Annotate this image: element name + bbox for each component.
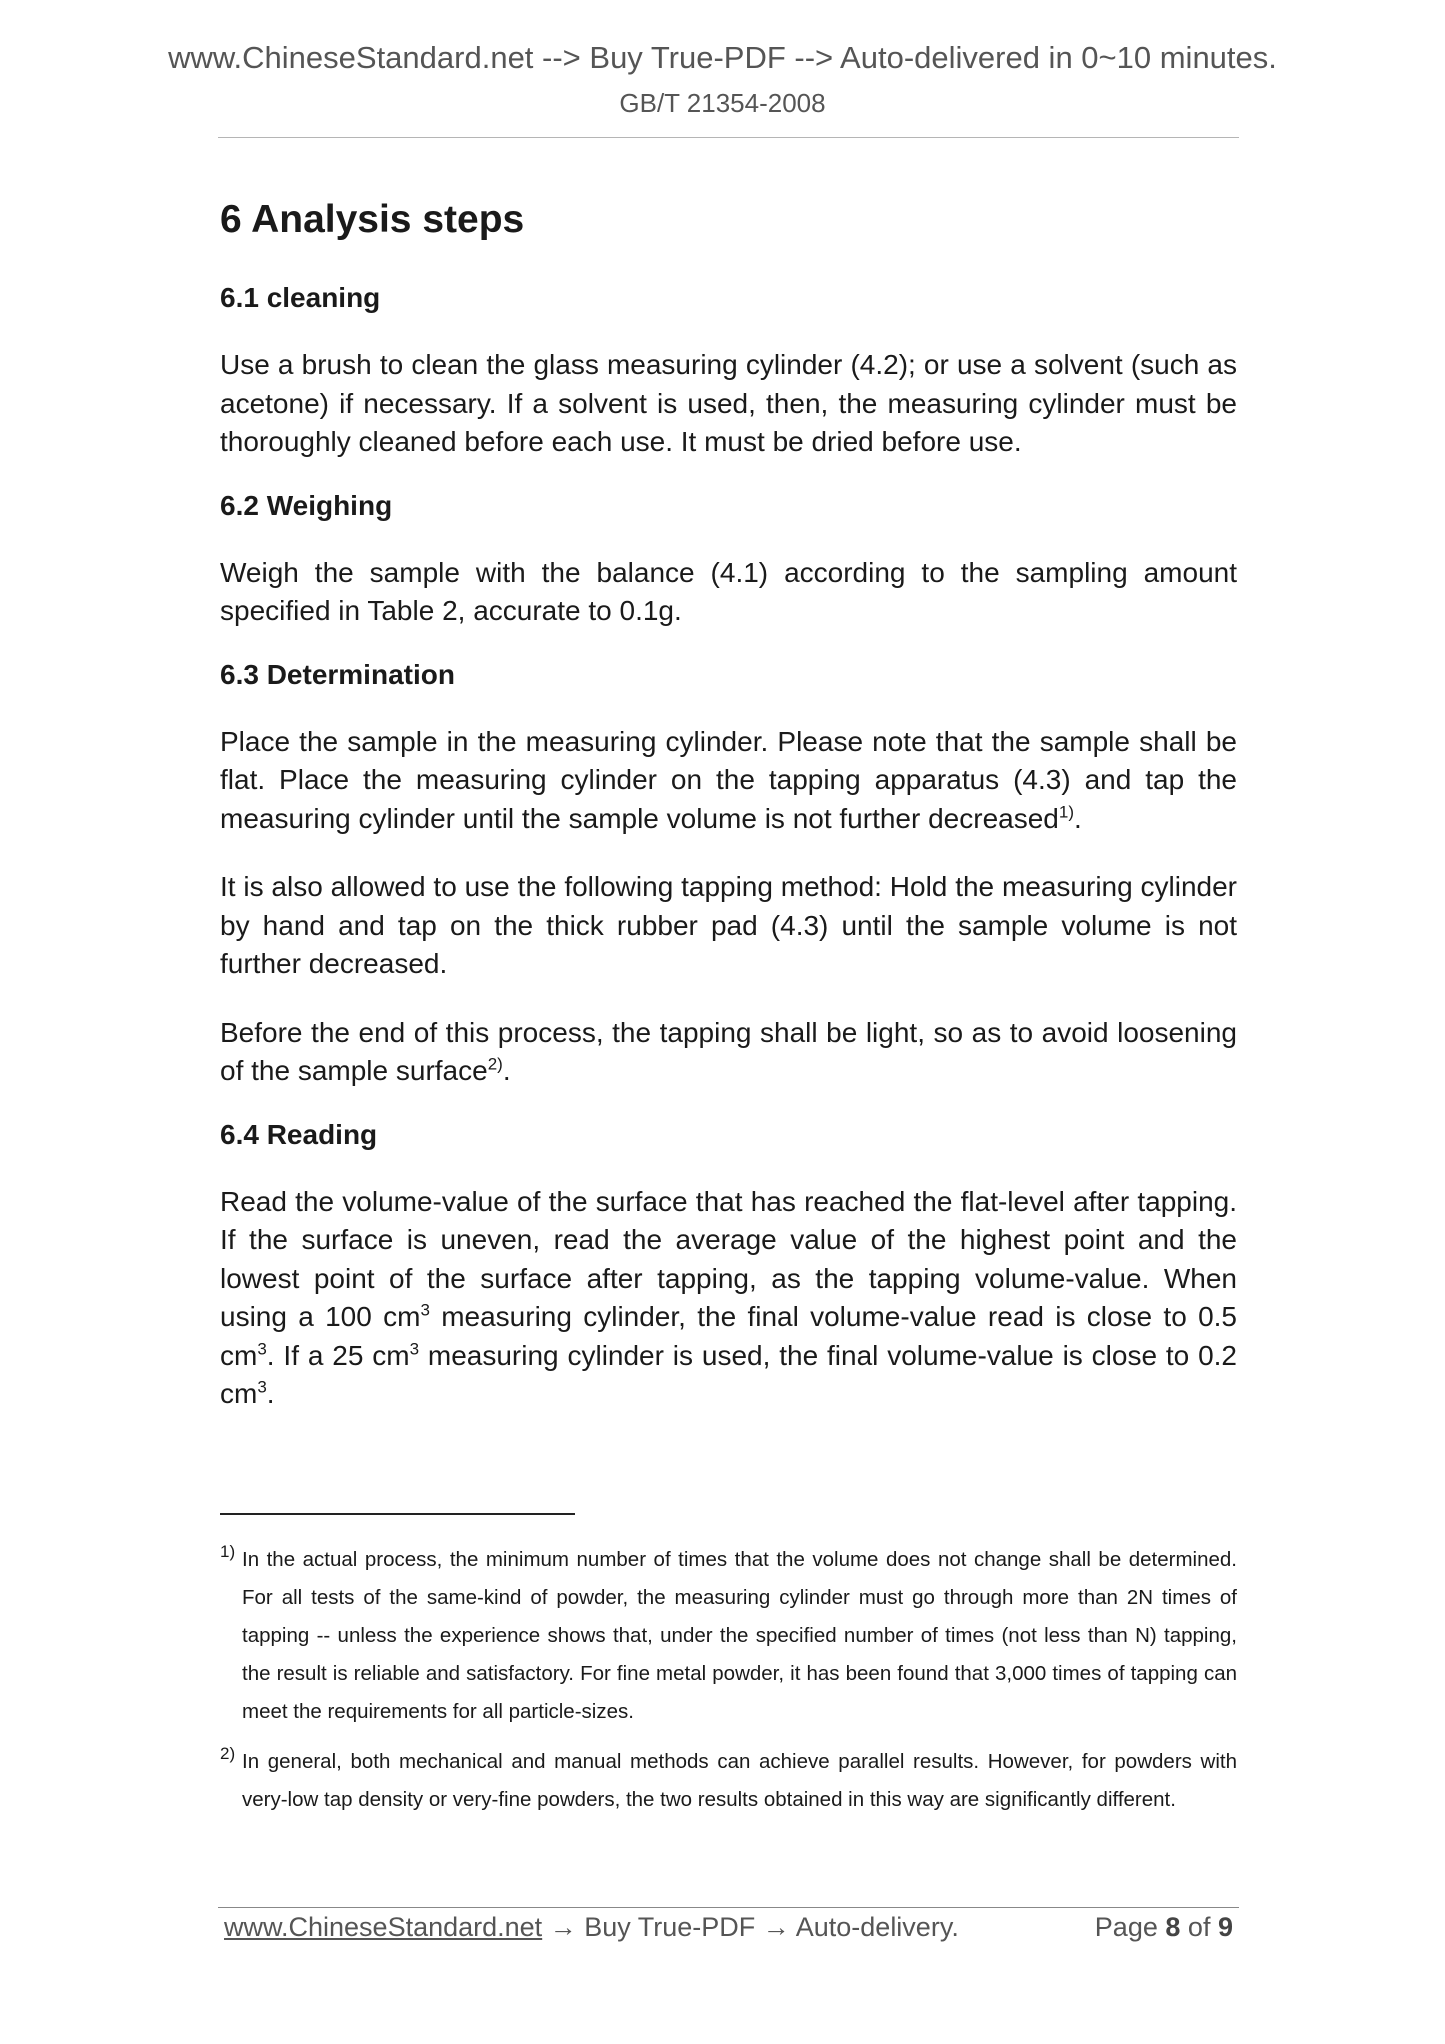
header-divider [218, 137, 1239, 138]
paragraph-text: . If a 25 cm [266, 1339, 410, 1371]
page-number: 8 [1165, 1912, 1181, 1942]
section-title: 6 Analysis steps [220, 198, 525, 241]
superscript: 3 [257, 1377, 267, 1397]
paragraph-6-3-2: It is also allowed to use the following tapping method: Hold the measuring cylinder by hand and tap on the thick rubber pad (4.3) until the sample volume is not further decreased. [220, 871, 1237, 979]
paragraph-6-2: Weigh the sample with the balance (4.1) according to the sampling amount specified in Table 2, accurate to 0.1g. [220, 556, 1237, 626]
period: . [1074, 802, 1082, 834]
paragraph-text: Place the sample in the measuring cylinder. Please note that the sample shall be flat. Place the measuring cylinder on the tapping apparatus (4.3) and tap the measuring cylinder until the sample volume is not further decreased [220, 725, 1237, 834]
footer-link-area [224, 1912, 959, 1943]
footnote-text: In the actual process, the minimum number of times that the volume does not change shall be determined. For all tests of the same-kind of powder, the measuring cylinder must go through more than 2N times of tapping -- unless the experience shows that, under the specified number of times (not less than N) tapping, the result is reliable and satisfactory. For fine metal powder, it has been found that 3,000 times of tapping can meet the requirements for all particle-sizes. [242, 1548, 1237, 1723]
paragraph-text: measuring cylinder, the final volume-value read is close to 0.5 cm [220, 1301, 1237, 1371]
paragraph-text: measuring cylinder is used, the final volume-value is close to 0.2 cm [220, 1339, 1237, 1409]
subsection-title-6-4: 6.4 Reading [220, 1118, 378, 1150]
footnote-mark: 1) [220, 1542, 236, 1561]
page-word: Page [1094, 1912, 1158, 1942]
paragraph-6-3-3 [220, 1014, 1237, 1091]
paragraph-6-3-1 [220, 723, 1237, 839]
paragraph-6-1: Use a brush to clean the glass measuring cylinder (4.2); or use a solvent (such as acetone) if necessary. If a solvent is used, then, the measuring cylinder must be thoroughly cleaned before each use. It must be dried before use. [220, 349, 1237, 457]
period: . [502, 1055, 511, 1086]
footnote-ref-2[interactable]: 2) [487, 1054, 503, 1074]
superscript: 3 [257, 1339, 267, 1359]
subsection-title-6-1: 6.1 cleaning [220, 282, 381, 313]
footer-website-link[interactable]: www.ChineseStandard.net [224, 1912, 543, 1942]
superscript: 3 [409, 1339, 420, 1359]
footnote-ref-1[interactable]: 1) [1058, 802, 1074, 822]
page-total: 9 [1217, 1912, 1233, 1942]
footnote-divider [220, 1513, 575, 1515]
header-banner: www.ChineseStandard.net --> Buy True-PDF --> Auto-delivered in 0~10 minutes. [168, 40, 1277, 75]
footnote-1 [220, 1541, 1237, 1731]
superscript: 3 [420, 1300, 430, 1320]
paragraph-text: Before the end of this process, the tapping shall be light, so as to avoid loosening of the sample surface [220, 1016, 1237, 1086]
page-indicator [1095, 1912, 1233, 1943]
footnote-mark: 2) [220, 1744, 236, 1763]
footer-promo-text: → Buy True-PDF → Auto-delivery. [542, 1912, 959, 1942]
subsection-title-6-3: 6.3 Determination [220, 658, 455, 690]
paragraph-text: Read the volume-value of the surface that has reached the flat-level after tapping. If the surface is uneven, read the average value of the highest point and the lowest point of the surface after tapping, as the tapping volume-value. When using a 100 cm [220, 1185, 1237, 1332]
paragraph-6-4 [220, 1183, 1237, 1414]
subsection-title-6-2: 6.2 Weighing [220, 489, 393, 521]
footnotes [220, 1541, 1237, 1819]
footnote-text: In general, both mechanical and manual methods can achieve parallel results. However, for powders with very-low tap density or very-fine powders, the two results obtained in this way are significantly different. [242, 1750, 1237, 1811]
of-word: of [1187, 1912, 1211, 1942]
period: . [266, 1378, 275, 1409]
standard-code: GB/T 21354-2008 [619, 88, 826, 118]
footnote-2 [220, 1743, 1237, 1819]
footer-divider [218, 1907, 1239, 1908]
main-content [220, 195, 1237, 1414]
